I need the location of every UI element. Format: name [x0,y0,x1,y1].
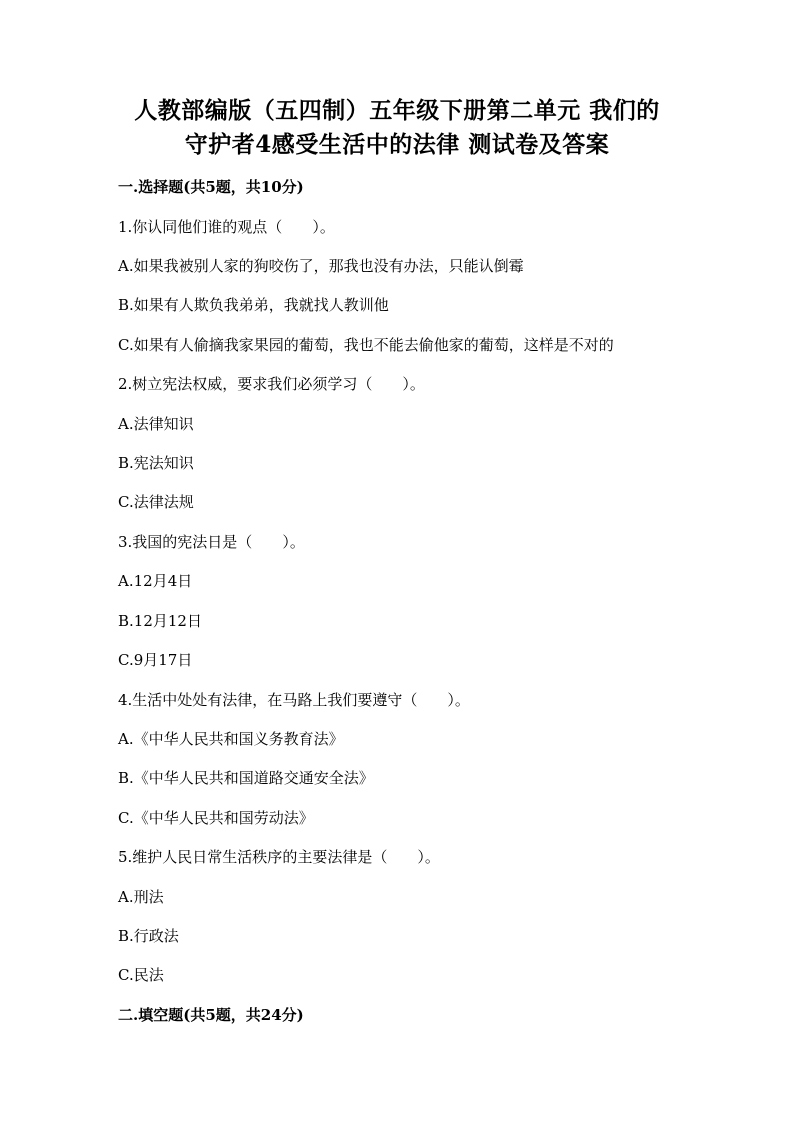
question-1-stem: 1.你认同他们谁的观点（ ）。 [118,218,335,236]
question-4-option-c: C.《中华人民共和国劳动法》 [118,809,314,827]
question-1-option-c: C.如果有人偷摘我家果园的葡萄，我也不能去偷他家的葡萄，这样是不对的 [118,336,614,354]
question-4-option-a: A.《中华人民共和国义务教育法》 [118,730,344,748]
section-heading-multiple-choice: 一.选择题(共5题，共10分) [118,178,304,196]
question-3-option-a: A.12月4日 [118,572,193,590]
question-4-stem: 4.生活中处处有法律，在马路上我们要遵守（ ）。 [118,691,470,709]
question-4-option-b: B.《中华人民共和国道路交通安全法》 [118,769,374,787]
question-5-option-b: B.行政法 [118,927,179,945]
document-title-line-1: 人教部编版（五四制）五年级下册第二单元 我们的 [134,97,660,124]
section-heading-fill-in-blank: 二.填空题(共5题，共24分) [118,1006,304,1024]
question-5-option-c: C.民法 [118,966,164,984]
question-5-option-a: A.刑法 [118,888,164,906]
question-1-option-b: B.如果有人欺负我弟弟，我就找人教训他 [118,296,389,314]
question-5-stem: 5.维护人民日常生活秩序的主要法律是（ ）。 [118,848,440,866]
question-2-option-b: B.宪法知识 [118,454,194,472]
question-1-option-a: A.如果我被别人家的狗咬伤了，那我也没有办法，只能认倒霉 [118,257,524,275]
question-2-stem: 2.树立宪法权威，要求我们必须学习（ ）。 [118,375,425,393]
document-title-line-2: 守护者4感受生活中的法律 测试卷及答案 [184,131,610,158]
question-3-stem: 3.我国的宪法日是（ ）。 [118,533,305,551]
question-3-option-b: B.12月12日 [118,612,202,630]
question-2-option-c: C.法律法规 [118,493,194,511]
question-3-option-c: C.9月17日 [118,651,193,669]
question-2-option-a: A.法律知识 [118,415,194,433]
